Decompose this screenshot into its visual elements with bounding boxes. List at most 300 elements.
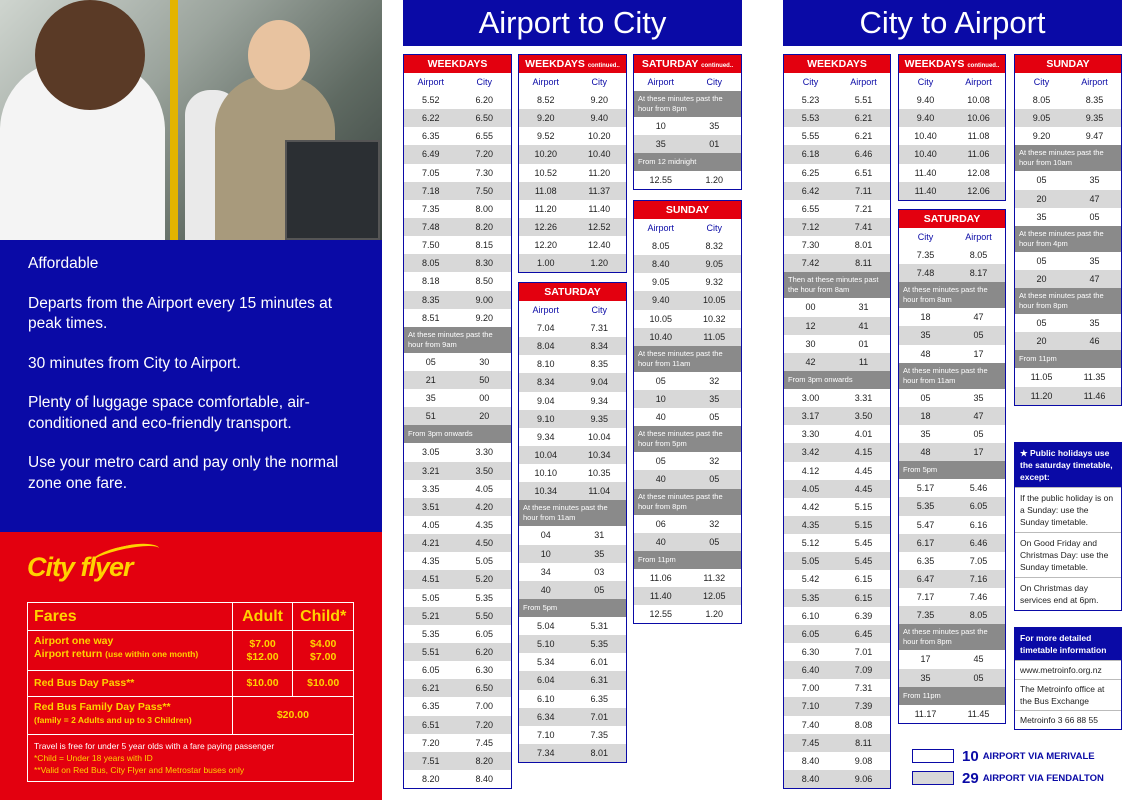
time-cell: 05 — [425, 356, 436, 367]
timetable-row — [784, 716, 890, 734]
timetable-row — [899, 497, 1005, 515]
timetable-row — [404, 498, 511, 516]
time-cell: 6.35 — [421, 701, 440, 712]
timetable-row — [634, 328, 741, 346]
time-cell: 5.47 — [916, 519, 935, 530]
time-cell: 5.12 — [801, 538, 820, 549]
time-cell: 12.05 — [702, 591, 726, 602]
timetable-row — [634, 452, 741, 470]
feature-affordable: Affordable — [28, 255, 99, 272]
fare-note: (use within one month) — [105, 649, 199, 659]
timetable-row — [899, 552, 1005, 570]
timetable-row — [404, 182, 511, 200]
timetable-row — [519, 218, 626, 236]
public-holidays-box — [1014, 442, 1122, 611]
time-cell: 5.31 — [590, 621, 609, 632]
time-cell: 6.50 — [475, 113, 494, 124]
time-cell: 7.35 — [916, 250, 935, 261]
time-cell: 4.15 — [854, 447, 873, 458]
time-cell: 8.20 — [475, 222, 494, 233]
time-cell: 51 — [425, 411, 436, 422]
holiday-rule: On Christmas day services end at 6pm. — [1015, 577, 1121, 610]
time-cell: 9.34 — [590, 395, 609, 406]
time-cell: 11.37 — [588, 185, 611, 196]
time-cell: 7.31 — [854, 683, 873, 694]
timetable-row — [404, 480, 511, 498]
time-cell: 10.32 — [702, 313, 726, 324]
timetable-row — [1015, 314, 1121, 332]
timetable-row — [784, 443, 890, 461]
time-cell: 7.16 — [969, 574, 988, 585]
time-cell: 5.51 — [854, 95, 873, 106]
time-cell: 00 — [805, 302, 816, 313]
time-cell: 11.04 — [588, 486, 611, 497]
time-cell: 03 — [594, 566, 605, 577]
time-cell: 10 — [655, 394, 666, 405]
time-cell: 5.15 — [854, 520, 873, 531]
time-cell: 12.20 — [534, 240, 558, 251]
timetable-row — [404, 145, 511, 163]
time-cell: 5.21 — [421, 610, 440, 621]
timetable-row — [899, 443, 1005, 461]
time-cell: 7.21 — [854, 203, 873, 214]
time-cell: 4.01 — [854, 429, 873, 440]
timetable-row — [784, 389, 890, 407]
time-cell: 6.21 — [854, 113, 873, 124]
time-cell: 10.20 — [534, 149, 558, 160]
time-cell: 10.10 — [534, 468, 558, 479]
timetable-row — [519, 671, 626, 689]
time-cell: 40 — [655, 412, 666, 423]
time-cell: 6.16 — [969, 519, 988, 530]
time-cell: 5.46 — [969, 483, 988, 494]
fare-price: $4.00 — [310, 637, 337, 650]
time-cell: 6.25 — [801, 167, 820, 178]
time-cell: 6.15 — [854, 574, 873, 585]
time-cell: 7.01 — [854, 647, 873, 657]
col-header: City — [1033, 77, 1050, 87]
time-cell: 9.10 — [536, 413, 555, 424]
timetable-row — [784, 407, 890, 425]
fare-footnote: Travel is free for under 5 year olds with a fare paying passenger — [34, 741, 275, 751]
timetable-row — [519, 337, 626, 355]
col-header: City — [476, 77, 492, 87]
time-cell: 6.01 — [590, 657, 609, 668]
timetable-row — [634, 390, 741, 408]
fare-footnote: **Valid on Red Bus, City Flyer and Metrostar buses only — [34, 765, 245, 775]
time-cell: 05 — [973, 330, 984, 341]
holiday-rule: If the public holiday is on a Sunday: use the Sunday timetable. — [1015, 487, 1121, 532]
time-cell: 6.05 — [969, 501, 988, 512]
time-cell: 45 — [973, 654, 984, 665]
time-cell: 11.08 — [534, 185, 557, 196]
time-cell: 11.40 — [914, 185, 937, 196]
time-cell: 7.35 — [421, 203, 440, 214]
time-cell: 6.04 — [536, 675, 555, 686]
time-cell: 10.40 — [649, 331, 673, 342]
timetable-row — [784, 164, 890, 182]
time-cell: 05 — [709, 412, 720, 423]
note: At these minutes past the hour from 10am — [1015, 145, 1121, 171]
timetable-row — [519, 428, 626, 446]
timetable-row — [784, 200, 890, 218]
note: At these minutes past the hour from 11am — [899, 363, 1005, 389]
timetable-row — [404, 389, 511, 407]
time-cell: 5.20 — [475, 574, 494, 585]
timetable-row — [634, 291, 741, 309]
note: At these minutes past the hour from 11am — [634, 346, 741, 372]
timetable-row — [784, 480, 890, 498]
time-cell: 7.45 — [801, 737, 820, 748]
fare-label: Red Bus Day Pass** — [34, 677, 135, 689]
note: Then at these minutes past the hour from 8am — [784, 272, 890, 298]
route-legend — [912, 745, 1122, 789]
time-cell: 7.20 — [421, 737, 440, 748]
time-cell: 3.42 — [801, 447, 820, 458]
timetable-row — [404, 200, 511, 218]
time-cell: 7.10 — [536, 729, 555, 740]
time-cell: 34 — [540, 566, 551, 577]
info-website-link[interactable]: www.metroinfo.org.nz — [1015, 660, 1121, 679]
time-cell: 5.05 — [421, 592, 440, 603]
time-cell: 8.05 — [651, 241, 670, 252]
timetable-row — [899, 182, 1005, 200]
time-cell: 8.04 — [536, 341, 555, 352]
col-header: City — [706, 77, 722, 87]
time-cell: 6.17 — [916, 537, 935, 548]
time-cell: 20 — [1036, 193, 1047, 204]
timetable-row — [899, 326, 1005, 344]
note: At these minutes past the hour from 5pm — [634, 426, 741, 452]
info-phone: Metroinfo 3 66 88 55 — [1015, 710, 1121, 729]
note: At these minutes past the hour from 9am — [404, 327, 511, 353]
time-cell: 10 — [540, 548, 551, 559]
section-title: WEEKDAYS — [404, 55, 511, 73]
time-cell: 3.35 — [421, 483, 440, 494]
timetable-row — [899, 264, 1005, 282]
time-cell: 8.15 — [475, 240, 494, 251]
time-cell: 40 — [540, 584, 551, 595]
timetable-row — [404, 661, 511, 679]
time-cell: 10 — [655, 121, 666, 132]
time-cell: 3.00 — [801, 393, 820, 404]
feature-duration: 30 minutes from City to Airport. — [28, 354, 241, 372]
time-cell: 3.31 — [854, 393, 873, 404]
info-office: The Metroinfo office at the Bus Exchange — [1015, 679, 1121, 710]
time-cell: 6.18 — [801, 149, 820, 160]
time-cell: 7.10 — [801, 701, 820, 712]
col-header: Airport — [532, 77, 559, 87]
note: From 11pm — [1015, 350, 1121, 368]
time-cell: 7.11 — [855, 185, 872, 196]
timetable-row — [519, 690, 626, 708]
time-cell: 05 — [709, 474, 720, 485]
time-cell: 12.55 — [649, 175, 673, 186]
time-cell: 05 — [655, 456, 666, 467]
time-cell: 7.17 — [916, 592, 935, 603]
time-cell: 47 — [973, 312, 984, 323]
timetable-row — [899, 109, 1005, 127]
time-cell: 9.40 — [651, 295, 670, 306]
timetable-row — [404, 462, 511, 480]
time-cell: 7.35 — [916, 610, 935, 621]
time-cell: 5.35 — [801, 592, 820, 603]
time-cell: 6.42 — [801, 185, 820, 196]
time-cell: 1.20 — [590, 258, 609, 269]
timetable-row — [404, 109, 511, 127]
time-cell: 11.45 — [967, 708, 990, 719]
timetable-row — [784, 462, 890, 480]
time-cell: 35 — [1089, 255, 1100, 266]
time-cell: 5.10 — [536, 639, 555, 650]
timetable-row — [1015, 208, 1121, 226]
timetable-row — [899, 516, 1005, 534]
timetable-row — [519, 563, 626, 581]
timetable-row — [519, 127, 626, 145]
time-cell: 6.39 — [854, 610, 873, 621]
note: At these minutes past the hour from 8pm — [899, 624, 1005, 650]
time-cell: 11.05 — [703, 331, 726, 342]
timetable-row — [519, 744, 626, 762]
time-cell: 6.21 — [421, 683, 440, 694]
time-cell: 35 — [709, 394, 720, 405]
time-cell: 50 — [479, 375, 490, 386]
time-cell: 8.05 — [421, 258, 440, 269]
timetable-row — [404, 516, 511, 534]
time-cell: 1.20 — [705, 175, 724, 186]
time-cell: 31 — [858, 302, 869, 313]
time-cell: 5.35 — [590, 639, 609, 650]
timetable-row — [404, 407, 511, 425]
time-cell: 7.51 — [421, 755, 440, 766]
time-cell: 6.40 — [801, 665, 820, 676]
time-cell: 10.40 — [587, 149, 611, 160]
time-cell: 7.31 — [590, 323, 609, 334]
fare-price: $10.00 — [232, 671, 293, 696]
time-cell: 4.20 — [475, 501, 494, 512]
time-cell: 6.49 — [421, 149, 440, 160]
fare-price: $7.00 — [249, 637, 276, 650]
timetable-row — [634, 135, 741, 153]
fare-footnote: *Child = Under 18 years with ID — [34, 753, 153, 763]
time-cell: 8.00 — [475, 203, 494, 214]
time-cell: 7.12 — [801, 222, 820, 233]
section-title: SATURDAY — [641, 58, 699, 70]
time-cell: 20 — [1036, 274, 1047, 285]
timetable-row — [634, 587, 741, 605]
time-cell: 35 — [1089, 175, 1100, 186]
timetable-row — [519, 254, 626, 272]
timetable-row — [519, 581, 626, 599]
time-cell: 8.11 — [855, 258, 872, 269]
city-to-airport-title: City to Airport — [783, 0, 1122, 46]
time-cell: 9.35 — [590, 413, 609, 424]
time-cell: 05 — [1036, 318, 1047, 329]
timetable-row — [784, 534, 890, 552]
section-title: SUNDAY — [634, 201, 741, 219]
timetable-row — [1015, 252, 1121, 270]
time-cell: 8.01 — [590, 748, 609, 759]
note: From 5pm — [519, 599, 626, 617]
timetable-row — [784, 298, 890, 316]
time-cell: 4.51 — [421, 574, 440, 585]
timetable-row — [784, 552, 890, 570]
time-cell: 05 — [594, 584, 605, 595]
time-cell: 9.05 — [651, 277, 670, 288]
timetable-row — [404, 291, 511, 309]
time-cell: 6.10 — [536, 693, 555, 704]
time-cell: 4.45 — [854, 483, 873, 494]
time-cell: 6.22 — [421, 113, 440, 124]
airport-to-city-title: Airport to City — [403, 0, 742, 46]
legend-swatch — [912, 749, 954, 763]
time-cell: 05 — [709, 536, 720, 547]
timetable-row — [634, 533, 741, 551]
timetable-row — [899, 479, 1005, 497]
col-header: Airport — [647, 77, 674, 87]
note: At these minutes past the hour from 11am — [519, 500, 626, 526]
time-cell: 11.35 — [1083, 372, 1106, 383]
time-cell: 6.34 — [536, 711, 555, 722]
time-cell: 4.45 — [854, 465, 873, 476]
time-cell: 5.53 — [801, 113, 820, 124]
time-cell: 6.55 — [801, 203, 820, 214]
time-cell: 6.51 — [854, 167, 873, 178]
time-cell: 32 — [709, 375, 720, 386]
timetable-row — [519, 653, 626, 671]
timetable-row — [519, 373, 626, 391]
timetable-row — [784, 317, 890, 335]
time-cell: 35 — [425, 393, 436, 404]
time-cell: 04 — [540, 530, 551, 541]
timetable-row — [404, 218, 511, 236]
feature-frequency: Departs from the Airport every 15 minutes at peak times. — [28, 294, 333, 332]
time-cell: 41 — [858, 320, 869, 331]
time-cell: 35 — [655, 139, 666, 150]
time-cell: 3.17 — [801, 411, 820, 422]
time-cell: 6.55 — [475, 131, 494, 142]
timetable-row — [784, 109, 890, 127]
timetable-row — [404, 697, 511, 715]
time-cell: 11.06 — [967, 149, 990, 160]
time-cell: 12.06 — [967, 185, 990, 196]
time-cell: 8.34 — [590, 341, 609, 352]
timetable-row — [1015, 171, 1121, 189]
time-cell: 7.09 — [854, 665, 873, 676]
timetable-row — [404, 552, 511, 570]
time-cell: 48 — [920, 447, 931, 458]
time-cell: 9.05 — [705, 259, 724, 270]
timetable-row — [899, 345, 1005, 363]
time-cell: 1.00 — [536, 258, 555, 269]
timetable-row — [519, 410, 626, 428]
info-heading: For more detailed timetable information — [1015, 628, 1121, 660]
timetable-row — [634, 255, 741, 273]
time-cell: 20 — [1036, 336, 1047, 347]
time-cell: 30 — [805, 338, 816, 349]
fare-label: Airport return — [34, 648, 103, 660]
timetable-row — [634, 237, 741, 255]
time-cell: 4.12 — [801, 465, 820, 476]
time-cell: 5.55 — [801, 131, 820, 142]
time-cell: 8.10 — [536, 359, 555, 370]
time-cell: 6.45 — [854, 628, 873, 639]
time-cell: 32 — [709, 518, 720, 529]
timetable-row — [519, 617, 626, 635]
timetable-row — [784, 91, 890, 109]
time-cell: 32 — [709, 456, 720, 467]
time-cell: 35 — [1036, 211, 1047, 222]
time-cell: 12.40 — [587, 240, 611, 251]
time-cell: 35 — [709, 121, 720, 132]
time-cell: 5.05 — [475, 556, 494, 567]
adult-header: Adult — [232, 603, 293, 630]
timetable-row — [519, 446, 626, 464]
note: From 12 midnight — [634, 153, 741, 171]
timetable-row — [404, 272, 511, 290]
timetable-row — [784, 734, 890, 752]
time-cell: 8.35 — [590, 359, 609, 370]
time-cell: 4.05 — [475, 483, 494, 494]
time-cell: 18 — [920, 312, 931, 323]
timetable-row — [519, 392, 626, 410]
fare-note: (family = 2 Adults and up to 3 Children) — [34, 715, 192, 725]
section-title: SATURDAY — [899, 210, 1005, 228]
timetable-row — [784, 697, 890, 715]
time-cell: 10.04 — [534, 450, 558, 461]
time-cell: 4.50 — [475, 538, 494, 549]
time-cell: 10.05 — [702, 295, 726, 306]
time-cell: 8.50 — [475, 276, 494, 287]
note: From 11pm — [899, 687, 1005, 705]
city-flyer-logo: City flyer — [27, 552, 133, 582]
timetable-row — [784, 516, 890, 534]
timetable-row — [519, 635, 626, 653]
time-cell: 11.17 — [914, 708, 937, 719]
time-cell: 01 — [709, 139, 720, 150]
time-cell: 9.40 — [916, 113, 935, 124]
time-cell: 7.46 — [969, 592, 988, 603]
time-cell: 5.52 — [421, 95, 440, 106]
route-number: 10 — [962, 747, 979, 765]
timetable-row — [899, 246, 1005, 264]
time-cell: 47 — [973, 410, 984, 421]
time-cell: 46 — [1089, 336, 1100, 347]
time-cell: 3.51 — [421, 501, 440, 512]
time-cell: 7.00 — [801, 683, 820, 694]
bus-photo — [0, 0, 382, 240]
timetable-row — [634, 171, 741, 189]
time-cell: 6.35 — [916, 555, 935, 566]
c2a-weekdays-cont-table — [898, 54, 1006, 201]
timetable-row — [519, 726, 626, 744]
time-cell: 8.40 — [801, 773, 820, 784]
time-cell: 6.20 — [475, 95, 494, 106]
timetable-row — [784, 127, 890, 145]
time-cell: 47 — [1089, 274, 1100, 285]
fare-label: Red Bus Family Day Pass** — [34, 701, 171, 713]
time-cell: 5.50 — [475, 610, 494, 621]
timetable-row — [634, 117, 741, 135]
timetable-row — [519, 708, 626, 726]
timetable-row — [404, 625, 511, 643]
time-cell: 05 — [1036, 255, 1047, 266]
time-cell: 31 — [594, 530, 605, 541]
timetable-row — [784, 570, 890, 588]
time-cell: 10.04 — [587, 431, 611, 442]
timetable-row — [784, 254, 890, 272]
time-cell: 8.32 — [705, 241, 724, 252]
